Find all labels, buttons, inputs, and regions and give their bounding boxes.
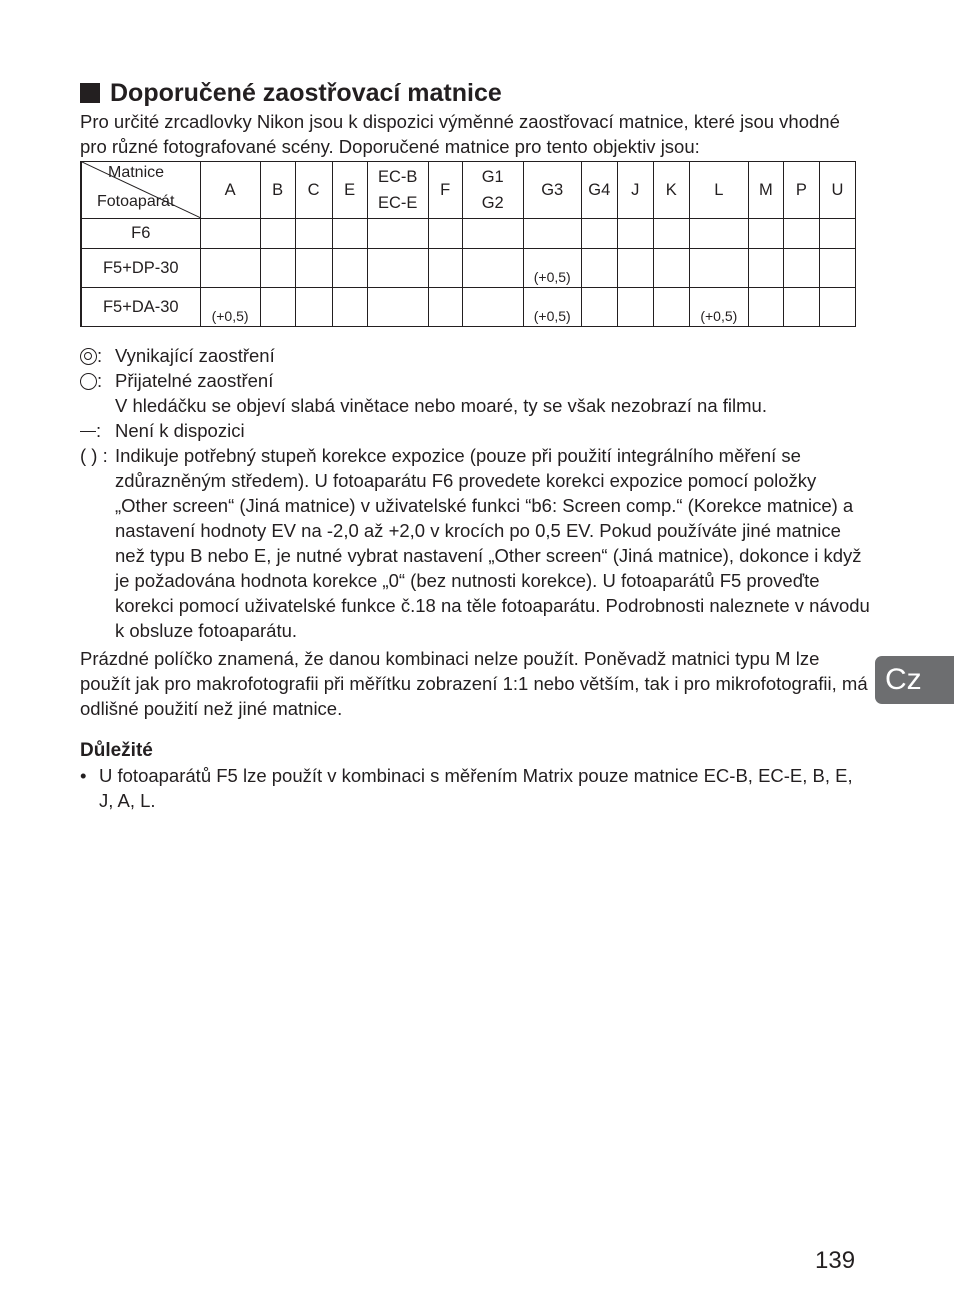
col-header-g1g2 — [462, 162, 523, 219]
intro-paragraph: Pro určité zrcadlovky Nikon jsou k dispozici výměnné zaostřovací matnice, které jsou vhodné pro různé fotografované scény. Doporučené matnice pro tento objektiv jsou: — [80, 111, 840, 157]
heading-text: Doporučené zaostřovací matnice — [110, 79, 502, 107]
col-header-f: F — [428, 162, 462, 219]
table-cell — [748, 249, 783, 288]
corner-label-camera: Fotoaparát — [97, 193, 175, 210]
col-header-u: U — [819, 162, 855, 219]
table-cell — [523, 219, 581, 249]
table-cell — [295, 249, 332, 288]
table-cell — [653, 249, 689, 288]
legend-excellent: : Vynikající zaostření — [80, 343, 870, 368]
table-cell — [783, 249, 819, 288]
table-cell-l — [689, 288, 748, 327]
row-label-f5-dp30: F5+DP-30 — [81, 249, 200, 288]
table-cell — [462, 249, 523, 288]
circle-icon — [80, 373, 97, 390]
col-header-ece: EC-E — [377, 194, 418, 212]
table-cell — [332, 249, 367, 288]
legend-parentheses-text: Indikuje potřebný stupeň korekce expozice (pouze při použití integrálního měření se zdůrazněným středem). U fotoaparátu F6 provedete korekci expozice pomocí položky „Other screen“ (Jiná matnice) v uživatelské funkci “b6: Screen comp.“ (Korekce matnice) a nastavení hodnoty EV na -2,0 až +2,0 v krocích po 0,5 EV. Pokud používáte jiné matnice než typu B nebo E, je nutné vybrat nastavení „Other screen“ (Jiná matnice), dokonce i když je požadována hodnota korekce „0“ (bez nutnosti korekce). U fotoaparátů F5 proveďte korekci pomocí uživatelské funkce č.18 na těle fotoaparátu. Podrobnosti naleznete v návodu k obsluze fotoaparátu. — [115, 445, 870, 641]
table-cell — [260, 288, 295, 327]
important-bullet-text: U fotoaparátů F5 lze použít v kombinaci s měřením Matrix pouze matnice EC-B, EC-E, B, E, J, A, L. — [99, 765, 853, 811]
row-label-f6: F6 — [81, 219, 200, 249]
page-number: 139 — [815, 1247, 856, 1274]
table-row — [81, 219, 856, 249]
table-cell — [428, 288, 462, 327]
table-cell — [260, 219, 295, 249]
dash-icon — [80, 431, 96, 433]
table-cell — [783, 219, 819, 249]
col-header-b: B — [260, 162, 295, 219]
col-header-g1: G1 — [481, 168, 504, 186]
table-cell — [617, 288, 653, 327]
col-header-p: P — [783, 162, 819, 219]
col-header-a: A — [200, 162, 260, 219]
col-header-e: E — [332, 162, 367, 219]
table-cell — [581, 288, 617, 327]
table-corner-cell — [81, 162, 200, 219]
table-cell — [581, 249, 617, 288]
correction-note: (+0,5) — [211, 308, 249, 324]
legend-unavailable-text: Není k dispozici — [115, 420, 245, 441]
table-cell — [617, 219, 653, 249]
table-cell — [200, 249, 260, 288]
table-cell — [295, 288, 332, 327]
bullet-mark: • — [80, 765, 87, 786]
col-header-g4: G4 — [581, 162, 617, 219]
col-header-l: L — [689, 162, 748, 219]
table-cell — [819, 288, 855, 327]
col-header-g2: G2 — [481, 194, 504, 212]
table-cell — [332, 219, 367, 249]
legend-acceptable-extra — [80, 393, 870, 418]
legend-excellent-text: Vynikající zaostření — [115, 345, 275, 366]
section-heading — [80, 78, 502, 108]
table-cell — [462, 219, 523, 249]
double-circle-icon — [80, 348, 97, 365]
table-cell — [689, 219, 748, 249]
legend-parentheses — [80, 443, 870, 643]
col-header-g3: G3 — [523, 162, 581, 219]
table-cell — [653, 219, 689, 249]
empty-cell-note: Prázdné políčko znamená, že danou kombinaci nelze použít. Poněvadž matnici typu M lze použít jak pro makrofotografii při měřítku zobrazení 1:1 nebo větším, tak i pro mikrofotografii, má odlišné použití než jiné matnice. — [80, 648, 868, 719]
table-cell — [260, 249, 295, 288]
col-header-j: J — [617, 162, 653, 219]
correction-note: (+0,5) — [533, 308, 571, 324]
table-cell — [581, 219, 617, 249]
table-cell — [748, 219, 783, 249]
correction-note: (+0,5) — [533, 269, 571, 285]
table-cell — [332, 288, 367, 327]
table-cell — [653, 288, 689, 327]
col-header-m: M — [748, 162, 783, 219]
parentheses-symbol: ( ) : — [80, 445, 108, 466]
legend-acceptable-text: Přijatelné zaostření — [115, 370, 274, 391]
table-cell — [367, 219, 428, 249]
table-cell — [748, 288, 783, 327]
col-header-k: K — [653, 162, 689, 219]
table-cell — [819, 219, 855, 249]
important-bullet — [80, 763, 870, 813]
col-header-c: C — [295, 162, 332, 219]
table-cell-g3 — [523, 288, 581, 327]
focusing-screen-table — [80, 161, 856, 327]
important-title: Důležité — [80, 740, 153, 761]
table-cell — [428, 249, 462, 288]
table-cell — [295, 219, 332, 249]
black-square-icon — [80, 83, 100, 103]
table-cell-g3 — [523, 249, 581, 288]
legend-acceptable: : Přijatelné zaostření — [80, 368, 870, 393]
table-row — [81, 249, 856, 288]
table-cell — [428, 219, 462, 249]
language-tab: Cz — [875, 656, 954, 704]
table-cell-a — [200, 288, 260, 327]
table-cell — [617, 249, 653, 288]
table-cell — [462, 288, 523, 327]
table-cell — [819, 249, 855, 288]
legend-acceptable-extra-text: V hledáčku se objeví slabá vinětace nebo moaré, ty se však nezobrazí na filmu. — [115, 395, 767, 416]
legend-unavailable: : Není k dispozici — [80, 418, 870, 443]
legend — [80, 343, 870, 643]
correction-note: (+0,5) — [700, 308, 738, 324]
table-cell — [367, 288, 428, 327]
corner-label-screen: Matnice — [108, 164, 165, 181]
table-cell — [783, 288, 819, 327]
row-label-f5-da30: F5+DA-30 — [81, 288, 200, 327]
table-cell — [689, 249, 748, 288]
col-header-ecb: EC-B — [377, 168, 418, 186]
col-header-ec — [367, 162, 428, 219]
table-cell — [200, 219, 260, 249]
table-row — [81, 288, 856, 327]
table-header-row — [81, 162, 856, 219]
table-cell — [367, 249, 428, 288]
